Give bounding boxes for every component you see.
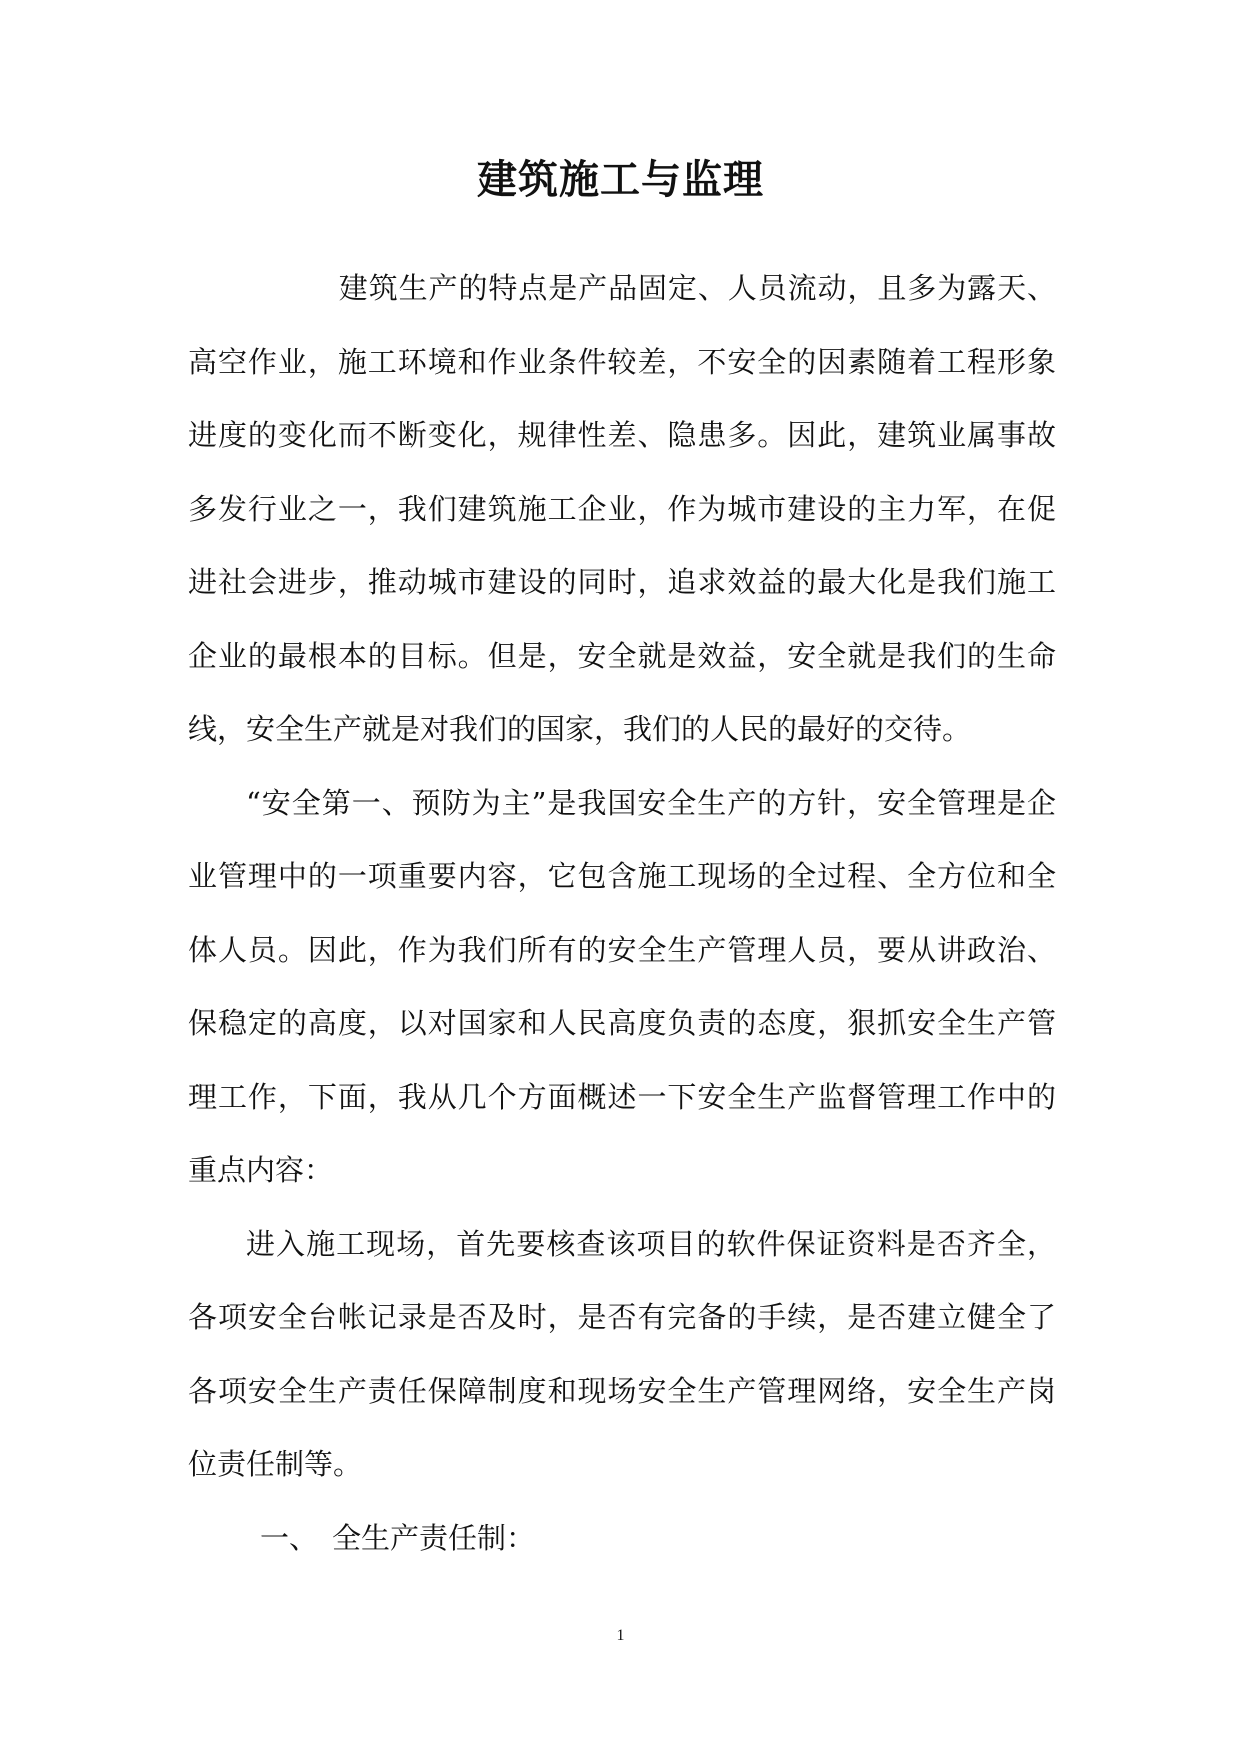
- section-heading-text: 全生产责任制：: [332, 1520, 536, 1555]
- section-heading-number: 一、: [260, 1520, 319, 1555]
- paragraph-intro: 建筑生产的特点是产品固定、人员流动，且多为露天、高空作业，施工环境和作业条件较差，不安全的因素随着工程形象进度的变化而不断变化，规律性差、隐患多。因此，建筑业属事故多发行业之一，我们建筑施工企业，作为城市建设的主力军，在促进社会进步，推动城市建设的同时，追求效益的最大化是我们施工企业的最根本的目标。但是，安全就是效益，安全就是我们的生命线，安全生产就是对我们的国家，我们的人民的最好的交待。: [188, 271, 1056, 746]
- page-number: 1: [616, 1627, 625, 1644]
- section-heading: [188, 1502, 1056, 1576]
- document-title: 建筑施工与监理: [477, 156, 764, 203]
- paragraph-safety-policy: “安全第一、预防为主”是我国安全生产的方针，安全管理是企业管理中的一项重要内容，它包含施工现场的全过程、全方位和全体人员。因此，作为我们所有的安全生产管理人员，要从讲政治、保稳定的高度，以对国家和人民高度负责的态度，狠抓安全生产管理工作，下面，我从几个方面概述一下安全生产监督管理工作中的重点内容：: [188, 785, 1056, 1187]
- paragraph-site-inspection: 进入施工现场，首先要核查该项目的软件保证资料是否齐全，各项安全台帐记录是否及时，是否有完备的手续，是否建立健全了各项安全生产责任保障制度和现场安全生产管理网络，安全生产岗位责任制等。: [188, 1226, 1056, 1481]
- document-body: [188, 252, 1056, 1575]
